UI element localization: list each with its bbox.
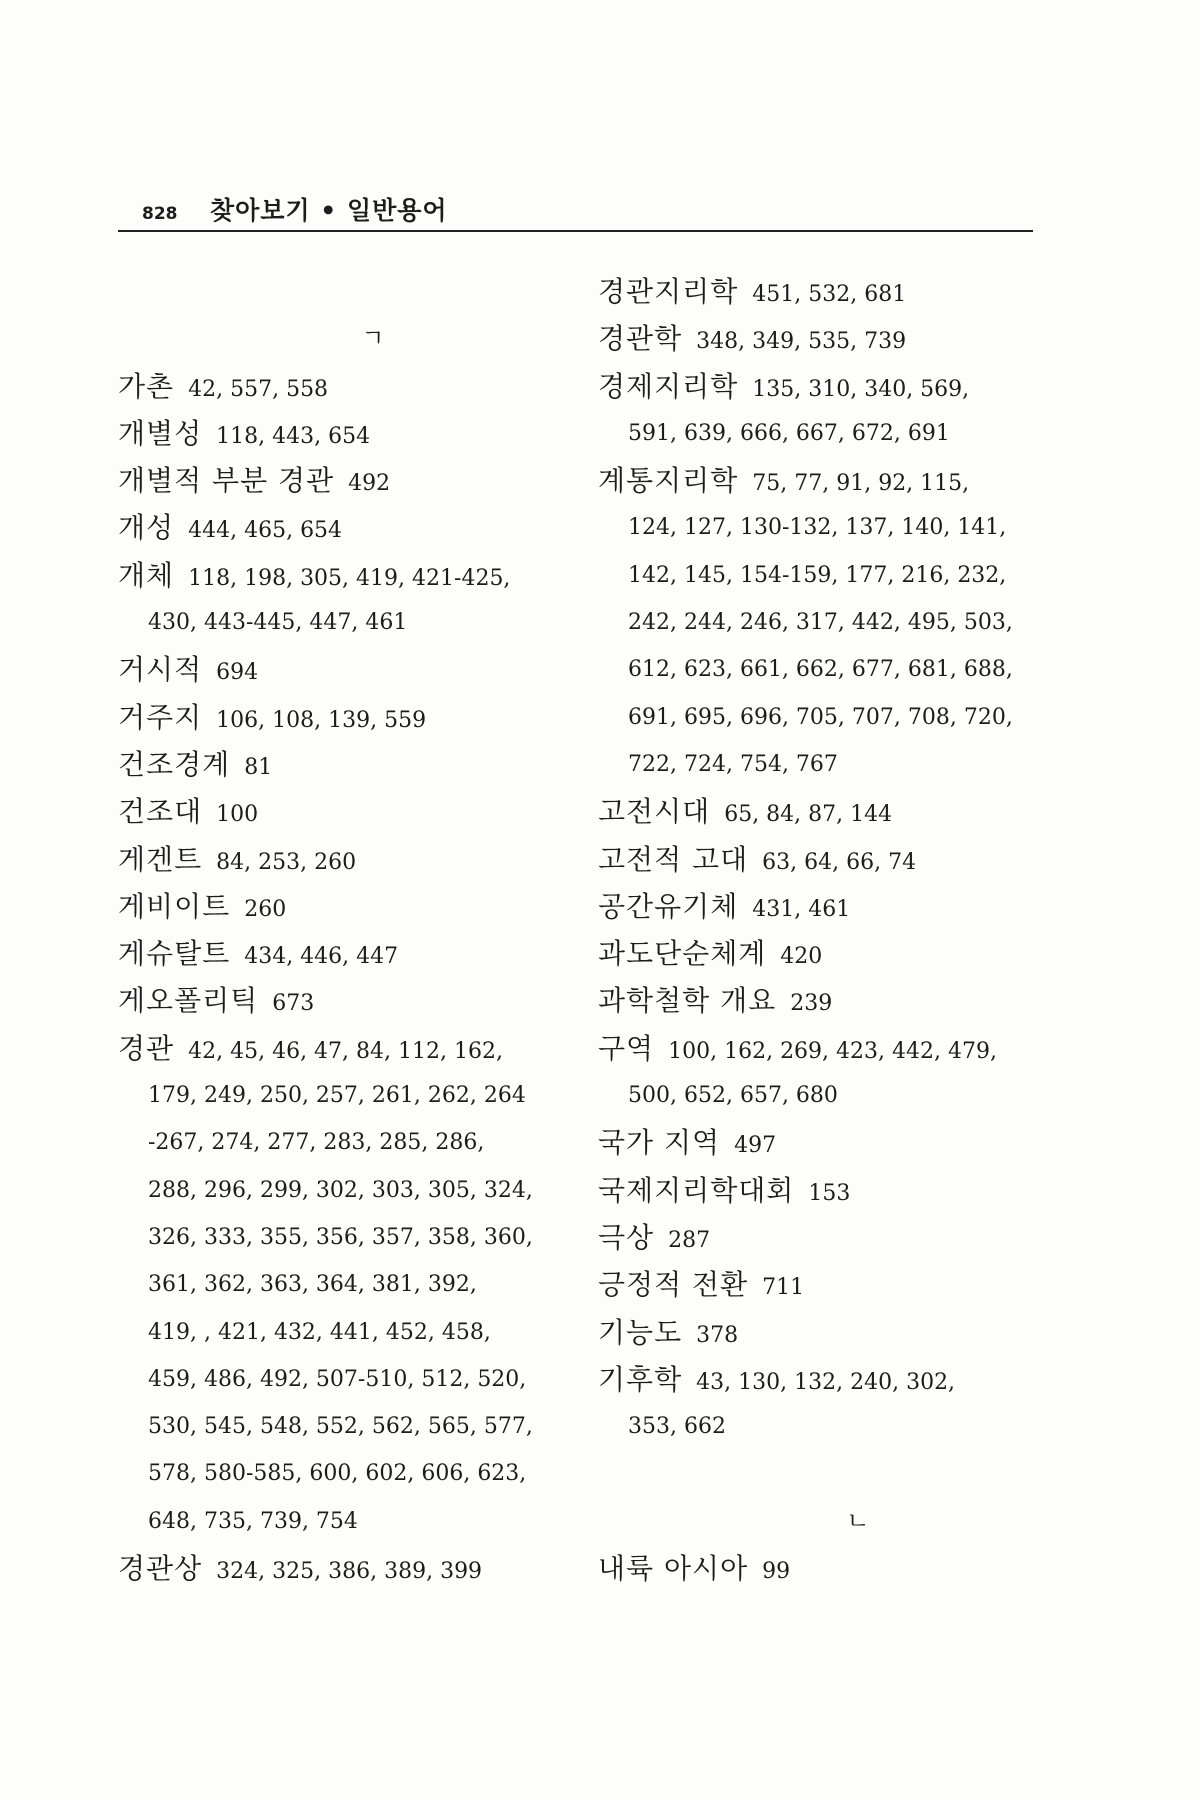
index-entry-continuation	[598, 694, 1048, 741]
index-entry	[118, 977, 568, 1024]
index-entry	[598, 315, 1048, 362]
index-entry	[598, 1025, 1048, 1072]
index-entry	[598, 883, 1048, 930]
index-entry-continuation	[118, 1403, 568, 1450]
index-term: 건조경계	[118, 747, 231, 781]
index-entry	[598, 1356, 1048, 1403]
section-heading: ㄱ	[361, 324, 385, 353]
page-refs: 153	[808, 1180, 851, 1206]
index-term: 개별성	[118, 416, 203, 450]
index-entry-continuation	[118, 1450, 568, 1497]
page-refs: 84, 253, 260	[216, 849, 357, 875]
page-refs: 42, 557, 558	[188, 376, 329, 402]
index-term: 극상	[598, 1220, 655, 1254]
page-refs: 648, 735, 739, 754	[148, 1508, 358, 1534]
index-entry-continuation	[118, 1119, 568, 1166]
page-refs: 100	[216, 802, 259, 828]
index-entry-continuation	[118, 599, 568, 646]
index-term: 게오폴리틱	[118, 984, 259, 1018]
page-refs: 348, 349, 535, 739	[696, 329, 907, 355]
index-entry	[598, 1309, 1048, 1356]
page-refs: 260	[244, 896, 287, 922]
index-entry	[118, 1545, 568, 1592]
page-refs: 434, 446, 447	[244, 944, 399, 970]
index-term: 과도단순체계	[598, 937, 767, 971]
page-refs: 673	[272, 991, 315, 1017]
page-refs: 492	[348, 471, 391, 497]
page-refs: 578, 580-585, 600, 602, 606, 623,	[148, 1461, 527, 1487]
running-title: 찾아보기 • 일반용어	[210, 196, 448, 225]
index-entry-continuation	[598, 410, 1048, 457]
index-entry	[598, 1261, 1048, 1308]
index-entry-continuation	[598, 552, 1048, 599]
index-entry-continuation	[118, 1498, 568, 1545]
page-refs: 63, 64, 66, 74	[762, 849, 917, 875]
page-refs: 242, 244, 246, 317, 442, 495, 503,	[628, 610, 1013, 636]
page-refs: 65, 84, 87, 144	[724, 802, 893, 828]
page-refs: 324, 325, 386, 389, 399	[216, 1559, 483, 1585]
page-refs: 135, 310, 340, 569,	[752, 376, 970, 402]
spacer	[118, 268, 568, 315]
index-entry-continuation	[118, 1167, 568, 1214]
index-entry-continuation	[598, 1072, 1048, 1119]
index-term: 기능도	[598, 1315, 683, 1349]
page-refs: 99	[762, 1559, 791, 1585]
page-refs: 444, 465, 654	[188, 518, 343, 544]
index-entry	[598, 1214, 1048, 1261]
index-term: 개별적 부분 경관	[118, 464, 335, 498]
index-entry	[118, 788, 568, 835]
page-refs: 81	[244, 754, 273, 780]
page-refs: 106, 108, 139, 559	[216, 707, 427, 733]
index-term: 게겐트	[118, 842, 203, 876]
index-entry	[598, 268, 1048, 315]
index-term: 기후학	[598, 1362, 683, 1396]
index-term: 국가 지역	[598, 1126, 721, 1160]
index-entry-continuation	[598, 504, 1048, 551]
index-entry-continuation	[598, 599, 1048, 646]
page-refs: 451, 532, 681	[752, 282, 907, 307]
page-refs: 326, 333, 355, 356, 357, 358, 360,	[148, 1224, 533, 1250]
index-entry	[118, 930, 568, 977]
index-term: 가촌	[118, 369, 175, 403]
page-number: 828	[142, 204, 178, 224]
index-entry	[118, 504, 568, 551]
page-refs: 142, 145, 154-159, 177, 216, 232,	[628, 562, 1007, 588]
index-term: 긍정적 전환	[598, 1268, 749, 1302]
index-term: 공간유기체	[598, 889, 739, 923]
page-refs: 75, 77, 91, 92, 115,	[752, 471, 970, 497]
index-entry	[118, 1025, 568, 1072]
page-refs: 239	[790, 991, 833, 1017]
page-refs: 500, 652, 657, 680	[628, 1083, 838, 1109]
page-refs: 694	[216, 660, 259, 686]
page-refs: 118, 443, 654	[216, 423, 371, 449]
page-refs: 361, 362, 363, 364, 381, 392,	[148, 1272, 477, 1298]
index-entry	[598, 836, 1048, 883]
index-entry	[598, 363, 1048, 410]
index-term: 거시적	[118, 653, 203, 687]
index-term: 구역	[598, 1031, 655, 1065]
page-refs: 124, 127, 130-132, 137, 140, 141,	[628, 515, 1007, 541]
index-entry-continuation	[598, 741, 1048, 788]
index-term: 고전적 고대	[598, 842, 749, 876]
index-entry	[118, 410, 568, 457]
index-term: 개체	[118, 558, 175, 592]
index-entry	[118, 552, 568, 599]
index-entry	[118, 363, 568, 410]
page-refs: 430, 443-445, 447, 461	[148, 610, 408, 636]
index-entry	[118, 646, 568, 693]
index-column-right	[598, 268, 1048, 1592]
page-refs: 497	[734, 1133, 777, 1159]
index-entry	[118, 883, 568, 930]
index-entry	[598, 977, 1048, 1024]
index-term: 개성	[118, 511, 175, 545]
index-term: 게슈탈트	[118, 937, 231, 971]
index-column-left	[118, 268, 568, 1592]
index-entry-continuation	[118, 1261, 568, 1308]
section-heading: ㄴ	[846, 1506, 870, 1535]
page-refs: 711	[762, 1275, 805, 1301]
index-entry-continuation	[598, 646, 1048, 693]
index-term: 내륙 아시아	[598, 1552, 749, 1586]
page-refs: 459, 486, 492, 507-510, 512, 520,	[148, 1366, 527, 1392]
index-entry	[118, 836, 568, 883]
index-entry	[598, 1119, 1048, 1166]
page-header	[118, 196, 1033, 232]
index-entry	[598, 930, 1048, 977]
page-refs: 691, 695, 696, 705, 707, 708, 720,	[628, 704, 1013, 730]
page-refs: 530, 545, 548, 552, 562, 565, 577,	[148, 1414, 533, 1440]
page-refs: 118, 198, 305, 419, 421-425,	[188, 565, 511, 591]
index-entry-continuation	[118, 1309, 568, 1356]
index-entry	[118, 457, 568, 504]
page-refs: 42, 45, 46, 47, 84, 112, 162,	[188, 1038, 503, 1064]
index-entry-continuation	[598, 1403, 1048, 1450]
page-refs: 612, 623, 661, 662, 677, 681, 688,	[628, 657, 1013, 683]
index-term: 국제지리학대회	[598, 1173, 795, 1207]
page-refs: 378	[696, 1322, 739, 1348]
index-entry	[598, 788, 1048, 835]
index-term: 계통지리학	[598, 464, 739, 498]
page-refs: 722, 724, 754, 767	[628, 751, 838, 777]
page-refs: 287	[668, 1227, 711, 1253]
page-refs: 591, 639, 666, 667, 672, 691	[628, 420, 950, 446]
index-term: 건조대	[118, 795, 203, 829]
index-term: 경관상	[118, 1552, 203, 1586]
spacer	[598, 1450, 1048, 1497]
page-refs: 431, 461	[752, 896, 851, 922]
index-term: 경제지리학	[598, 369, 739, 403]
page-refs: 419, , 421, 432, 441, 452, 458,	[148, 1319, 491, 1345]
index-entry	[598, 1167, 1048, 1214]
index-entry-continuation	[118, 1072, 568, 1119]
index-entry-continuation	[118, 1214, 568, 1261]
index-entry	[598, 457, 1048, 504]
index-term: 경관학	[598, 322, 683, 356]
index-term: 고전시대	[598, 795, 711, 829]
index-entry	[598, 1545, 1048, 1592]
page-refs: 100, 162, 269, 423, 442, 479,	[668, 1038, 997, 1064]
index-entry	[118, 741, 568, 788]
page-refs: 179, 249, 250, 257, 261, 262, 264	[148, 1083, 526, 1109]
index-entry	[118, 694, 568, 741]
page-refs: -267, 274, 277, 283, 285, 286,	[148, 1130, 485, 1156]
index-term: 과학철학 개요	[598, 984, 777, 1018]
index-term: 게비이트	[118, 889, 231, 923]
index-term: 경관	[118, 1031, 175, 1065]
index-term: 거주지	[118, 700, 203, 734]
page-refs: 288, 296, 299, 302, 303, 305, 324,	[148, 1177, 533, 1203]
page-refs: 353, 662	[628, 1414, 726, 1440]
index-entry-continuation	[118, 1356, 568, 1403]
page-refs: 43, 130, 132, 240, 302,	[696, 1369, 956, 1395]
page-refs: 420	[780, 944, 823, 970]
index-term: 경관지리학	[598, 275, 739, 308]
